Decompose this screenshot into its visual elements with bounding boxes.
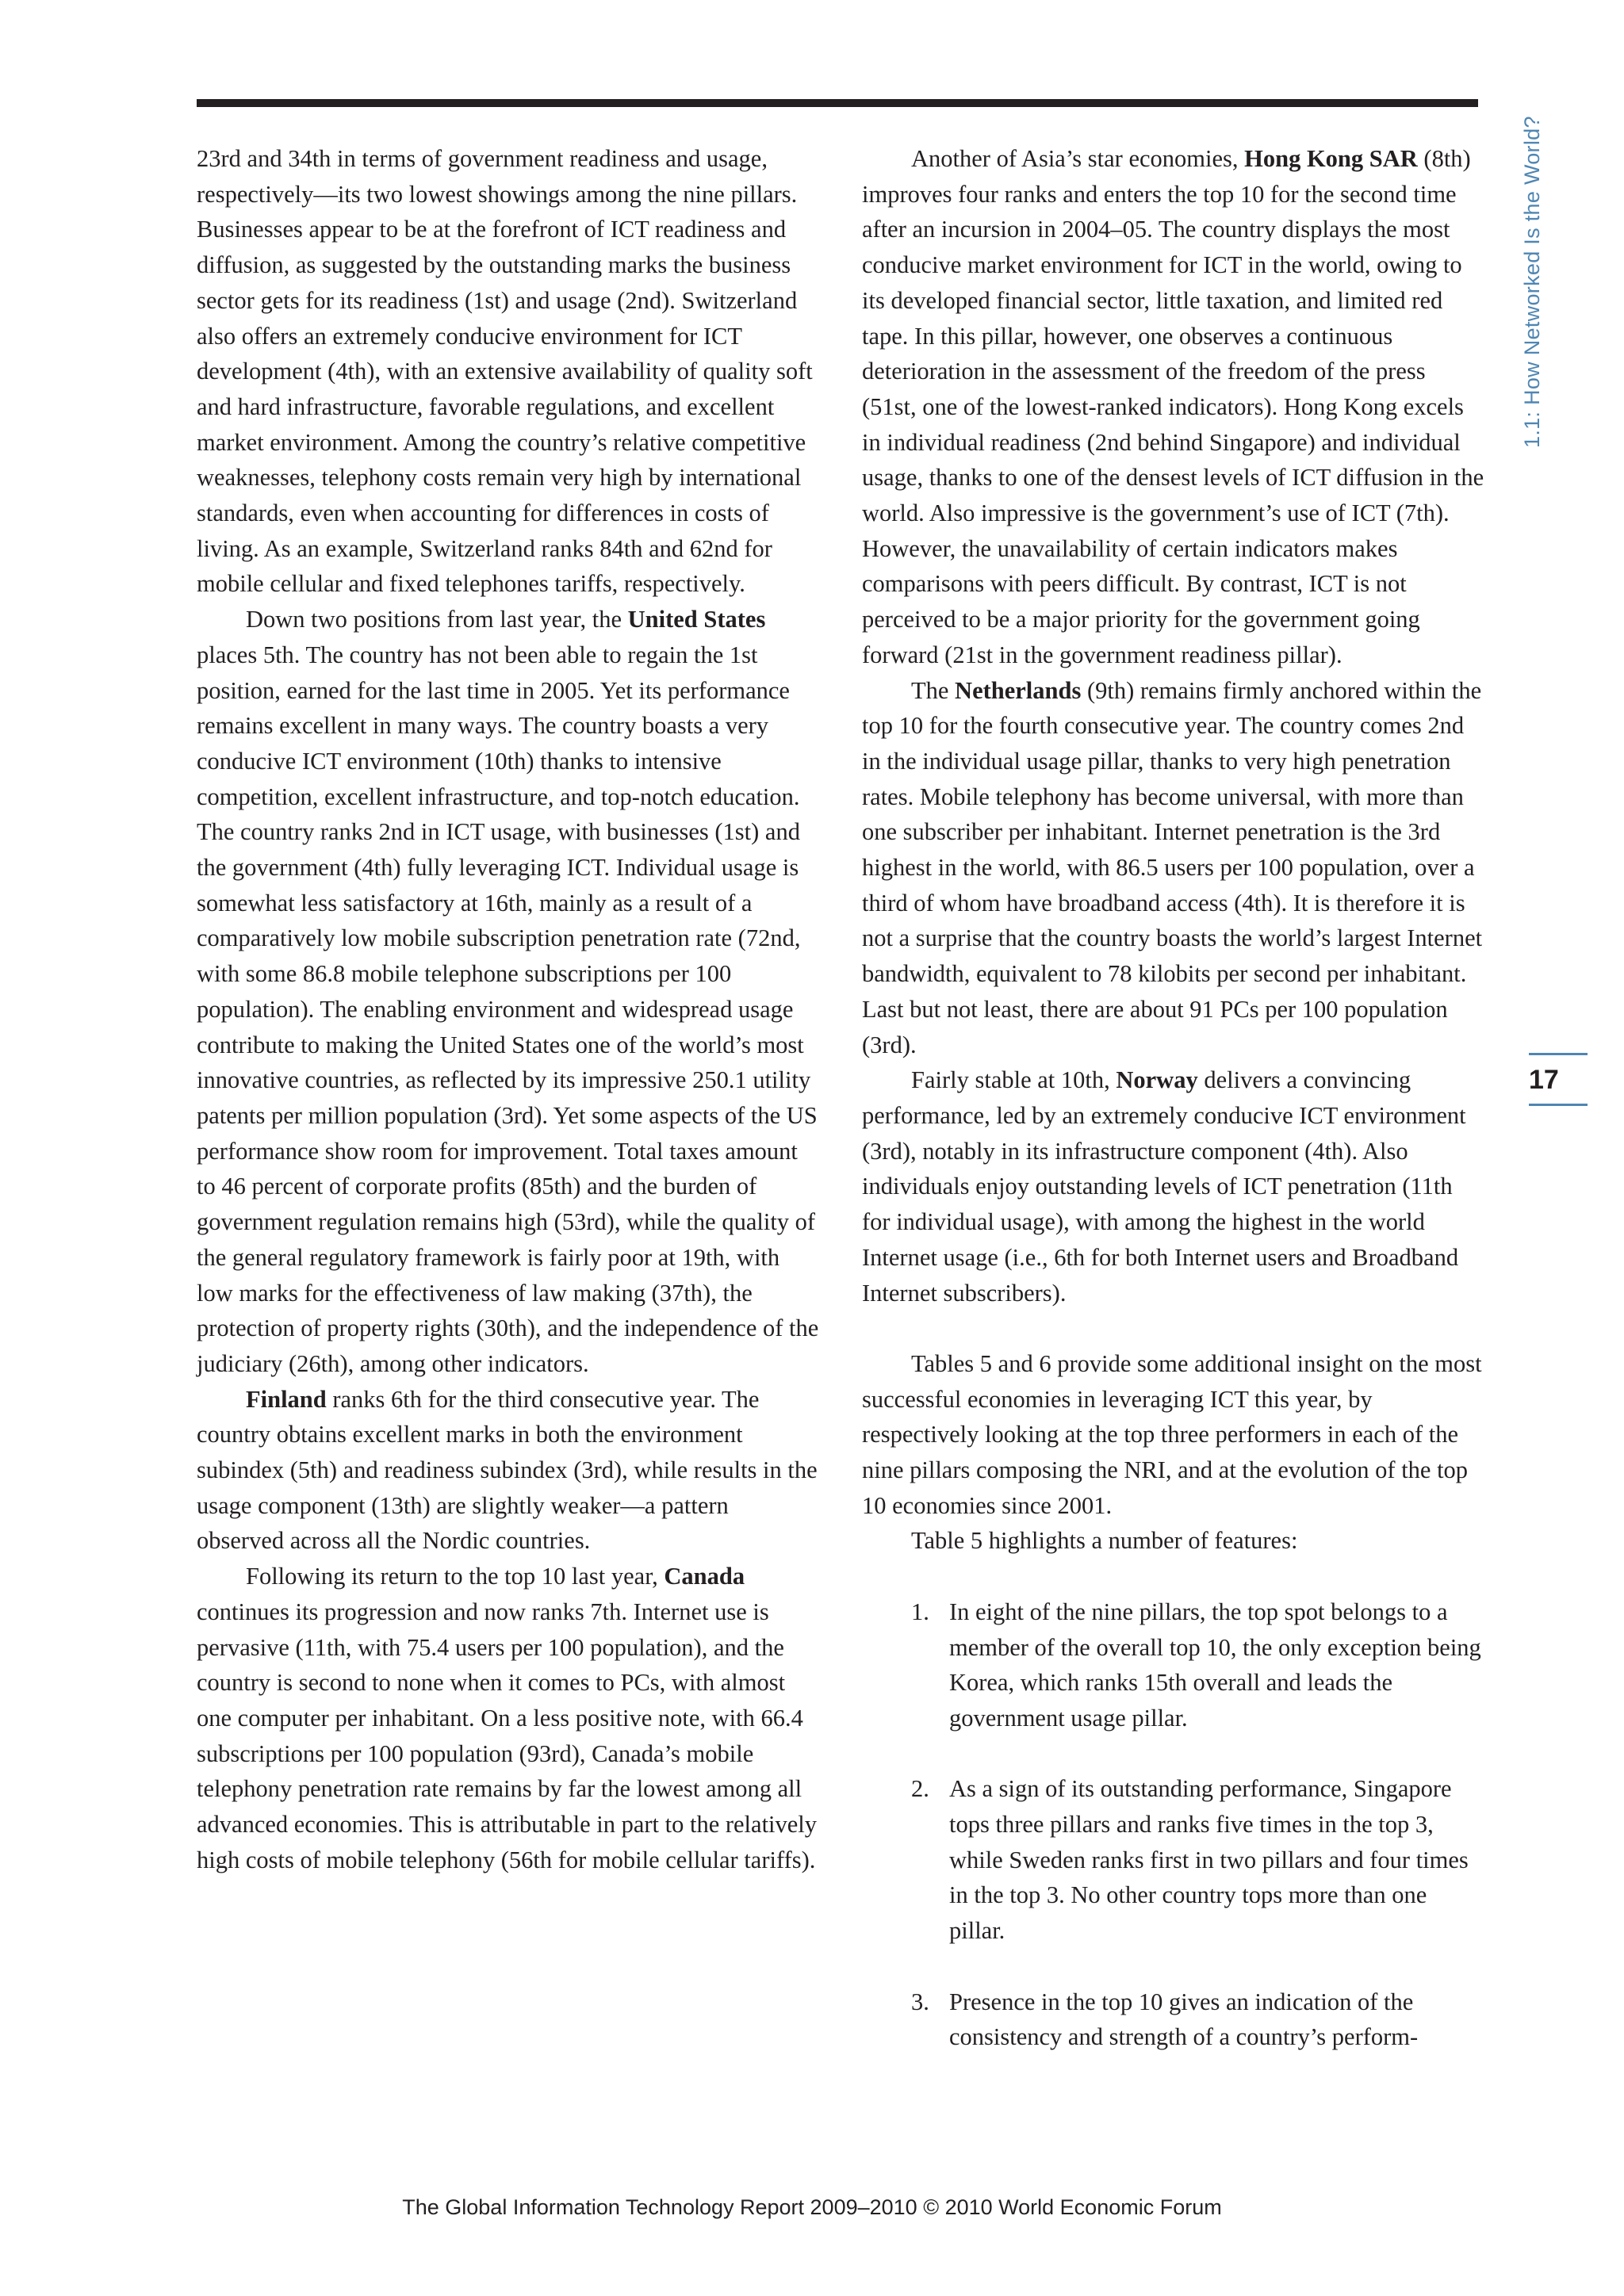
list-item-number: 2.: [911, 1775, 929, 1803]
paragraph-gap: [862, 1559, 1484, 1594]
paragraph-tables-intro: Tables 5 and 6 provide some additional insight on the most successful economies in leveraging ICT this year, by respectively looking at the top three performers in each of the nine pillars composing the NRI, and at the evolution of the top 10 economies since 2001.: [862, 1349, 1482, 1519]
paragraph-norway: Fairly stable at 10th, Norway delivers a convincing performance, led by an extremely conducive ICT environment (3rd), notably in its infrastructure component (4th). Also individuals enjoy outstanding levels of ICT penetration (11th for individual usage), with among the highest in the world Internet usage (i.e., 6th for both Internet users and Broadband Internet subscribers).: [862, 1066, 1466, 1307]
country-name: United States: [627, 606, 766, 633]
paragraph-gap: [862, 1311, 1484, 1346]
page-number-rule-top: [1529, 1053, 1588, 1055]
paragraph-gap: [862, 1949, 1484, 1984]
list-item-text: In eight of the nine pillars, the top spot belongs to a member of the overall top 10, the only exception being Korea, which ranks 15th overall and leads the government usage pillar.: [949, 1598, 1481, 1732]
paragraph-gap: [862, 1736, 1484, 1772]
list-item: [862, 1984, 1484, 2055]
paragraph-canada: Following its return to the top 10 last year, Canada continues its progression and now ranks 7th. Internet use is pervasive (11th, with 75.4 users per 100 population), and the country is second to none when it comes to PCs, with almost one computer per inhabitant. On a less positive note, with 66.4 subscriptions per 100 population (93rd), Canada’s mobile telephony penetration rate remains by far the lowest among all advanced economies. This is attributable in part to the relatively high costs of mobile telephony (56th for mobile cellular tariffs).: [197, 1563, 818, 1873]
features-list: [862, 1594, 1484, 2055]
country-name: Hong Kong SAR: [1244, 145, 1418, 172]
country-name: Finland: [246, 1385, 327, 1413]
page-number: 17: [1529, 1065, 1559, 1095]
footer-credit: The Global Information Technology Report 2009–2010 © 2010 World Economic Forum: [402, 2195, 1222, 2219]
section-title-vertical: 1.1: How Networked Is the World?: [1520, 116, 1544, 448]
paragraph-netherlands: The Netherlands (9th) remains firmly anchored within the top 10 for the fourth consecutive year. The country comes 2nd in the individual usage pillar, thanks to very high penetration rates. Mobile telephony has become universal, with more than one subscriber per inhabitant. Internet penetration is the 3rd highest in the world, with 86.5 users per 100 population, over a third of whom have broadband access (4th). It is therefore it is not a surprise that the country boasts the world’s largest Internet bandwidth, equivalent to 78 kilobits per second per inhabitant. Last but not least, there are about 91 PCs per 100 population (3rd).: [862, 676, 1483, 1058]
paragraph-hong-kong: Another of Asia’s star economies, Hong Kong SAR (8th) improves four ranks and enters the top 10 for the second time after an incursion in 2004–05. The country displays the most conducive market environment for ICT in the world, owing to its developed financial sector, little taxation, and limited red tape. In this pillar, however, one observes a continuous deterioration in the assessment of the freedom of the press (51st, one of the lowest-ranked indicators). Hong Kong excels in individual readiness (2nd behind Singapore) and individual usage, thanks to one of the densest levels of ICT diffusion in the world. Also impressive is the government’s use of ICT (7th). However, the unavailability of certain indicators makes comparisons with peers difficult. By contrast, ICT is not perceived to be a major priority for the government going forward (21st in the government readiness pillar).: [862, 145, 1484, 668]
country-name: Norway: [1116, 1066, 1198, 1094]
list-item-number: 1.: [911, 1598, 929, 1625]
country-name: Netherlands: [955, 676, 1082, 704]
paragraph-table5-features: Table 5 highlights a number of features:: [911, 1527, 1298, 1555]
right-column: [862, 141, 1484, 2055]
paragraph-switzerland: 23rd and 34th in terms of government readiness and usage, respectively—its two lowest showings among the nine pillars. Businesses appear to be at the forefront of ICT readiness and diffusion, as suggested by the outstanding marks the business sector gets for its readiness (1st) and usage (2nd). Switzerland also offers an extremely conducive environment for ICT development (4th), with an extensive availability of quality soft and hard infrastructure, favorable regulations, and excellent market environment. Among the country’s relative competitive weaknesses, telephony costs remain very high by international standards, even when accounting for differences in costs of living. As an example, Switzerland ranks 84th and 62nd for mobile cellular and fixed telephones tariffs, respectively.: [197, 145, 813, 598]
list-item-text: Presence in the top 10 gives an indication of the consistency and strength of a country’s perform-: [949, 1988, 1419, 2051]
paragraph-finland: Finland ranks 6th for the third consecutive year. The country obtains excellent marks in both the environment subindex (5th) and readiness subindex (3rd), while results in the usage component (13th) are slightly weaker—a pattern observed across all the Nordic countries.: [197, 1385, 818, 1555]
list-item: [862, 1594, 1484, 1736]
country-name: Canada: [664, 1563, 745, 1590]
list-item-number: 3.: [911, 1988, 929, 2015]
list-item-text: As a sign of its outstanding performance, Singapore tops three pillars and ranks five times in the top 3, while Sweden ranks first in two pillars and four times in the top 3. No other country tops more than one pillar.: [949, 1775, 1469, 1945]
left-column: [197, 141, 819, 1877]
paragraph-united-states: Down two positions from last year, the United States places 5th. The country has not been able to regain the 1st position, earned for the last time in 2005. Yet its performance remains excellent in many ways. The country boasts a very conducive ICT environment (10th) thanks to intensive competition, excellent infrastructure, and top-notch education. The country ranks 2nd in ICT usage, with businesses (1st) and the government (4th) fully leveraging ICT. Individual usage is somewhat less satisfactory at 16th, mainly as a result of a comparatively low mobile subscription penetration rate (72nd, with some 86.8 mobile telephone subscriptions per 100 population). The enabling environment and widespread usage contribute to making the United States one of the world’s most innovative countries, as reflected by its impressive 250.1 utility patents per million population (3rd). Yet some aspects of the US performance show room for improvement. Total taxes amount to 46 percent of corporate profits (85th) and the burden of government regulation remains high (53rd), while the quality of the general regulatory framework is fairly poor at 19th, with low marks for the effectiveness of law making (37th), the protection of property rights (30th), and the independence of the judiciary (26th), among other indicators.: [197, 606, 819, 1377]
header-rule: [197, 99, 1478, 107]
page-number-rule-bottom: [1529, 1104, 1588, 1106]
list-item: [862, 1771, 1484, 1949]
